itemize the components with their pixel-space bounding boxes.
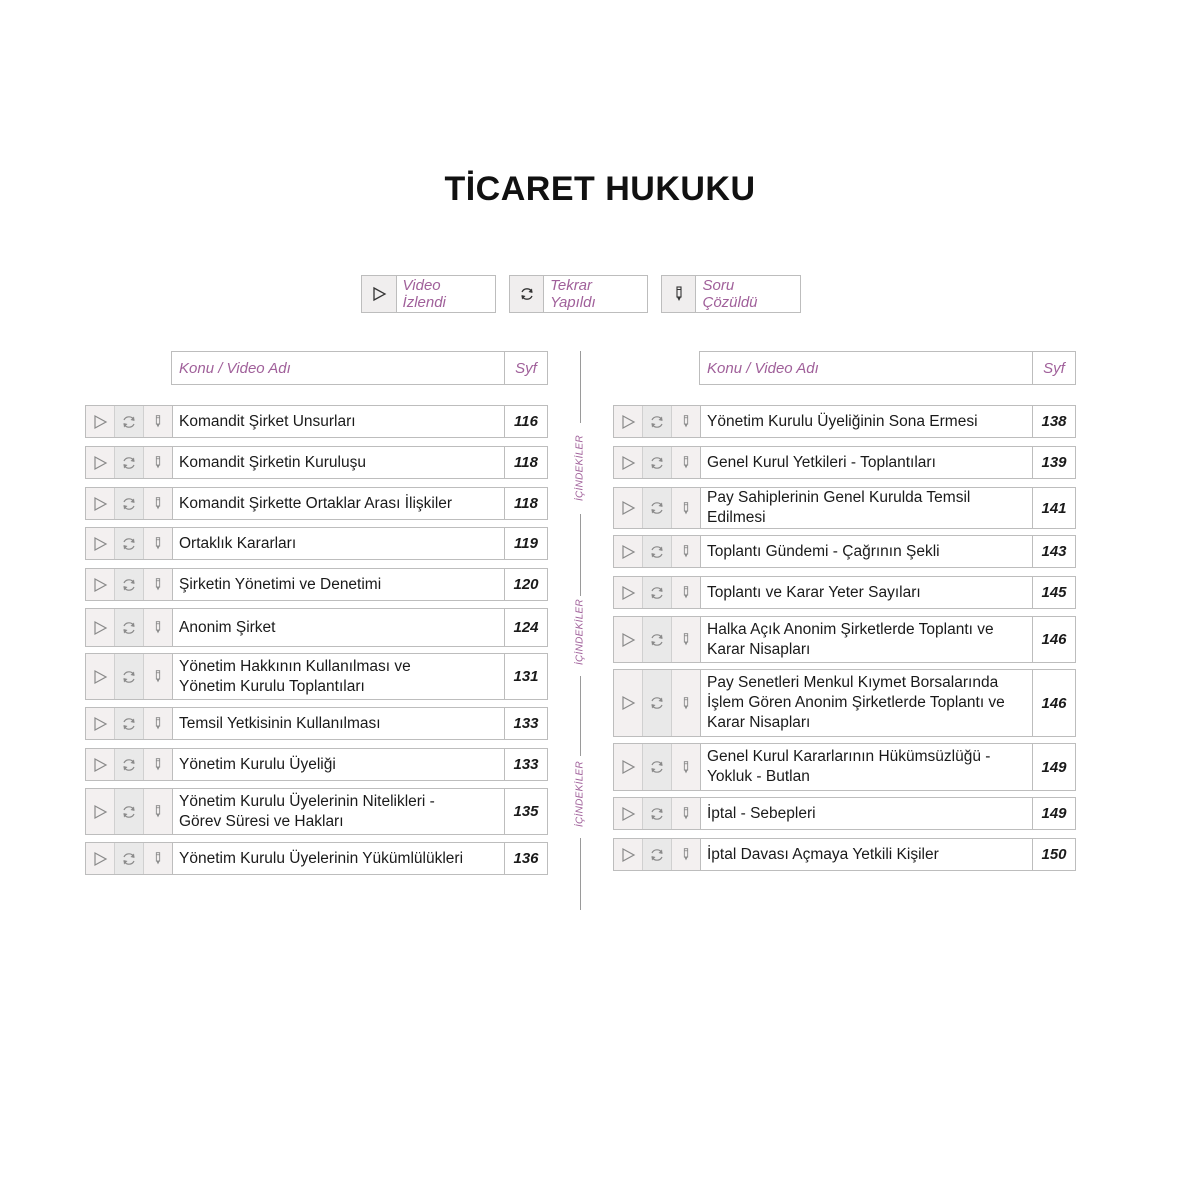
page-number: 138 [1041, 413, 1067, 430]
topic-title-text: Toplantı Gündemi - Çağrının Şekli [707, 542, 940, 560]
page-number: 149 [1041, 758, 1067, 776]
toc-row [85, 405, 548, 438]
page-number: 118 [514, 495, 538, 512]
video-checkbox-play-icon[interactable] [614, 536, 643, 567]
solved-checkbox-pencil-icon[interactable] [144, 447, 173, 478]
video-checkbox-play-icon[interactable] [86, 749, 115, 780]
page-number: 135 [513, 803, 539, 820]
topic-title [701, 798, 1033, 829]
topic-title-text: Yönetim Kurulu Üyeliği [179, 755, 336, 773]
solved-checkbox-pencil-icon[interactable] [672, 839, 701, 870]
legend-solved [661, 275, 801, 313]
topic-title [701, 839, 1033, 870]
topic-title [173, 843, 505, 874]
video-checkbox-play-icon[interactable] [614, 577, 643, 608]
topic-title [701, 617, 1033, 662]
repeat-checkbox-refresh-icon[interactable] [115, 708, 144, 739]
topic-title-text: Genel Kurul Yetkileri - Toplantıları [707, 453, 936, 471]
repeat-checkbox-refresh-icon[interactable] [115, 406, 144, 437]
topic-title [173, 609, 505, 646]
topic-title [701, 536, 1033, 567]
toc-row [613, 838, 1076, 871]
toc-row [613, 669, 1076, 737]
repeat-checkbox-refresh-icon[interactable] [115, 789, 144, 834]
solved-checkbox-pencil-icon[interactable] [144, 528, 173, 559]
video-checkbox-play-icon[interactable] [614, 839, 643, 870]
repeat-checkbox-refresh-icon[interactable] [115, 569, 144, 600]
topic-title [701, 406, 1033, 437]
repeat-checkbox-refresh-icon[interactable] [115, 749, 144, 780]
topic-title-text: Pay Sahiplerinin Genel Kurulda Temsil Edilmesi [707, 489, 971, 526]
topic-title-text: Yönetim Kurulu Üyelerinin Yükümlülükleri [179, 849, 464, 867]
topic-title [173, 654, 505, 699]
page-number: 149 [1041, 805, 1067, 822]
page-number: 116 [514, 413, 538, 430]
solved-checkbox-pencil-icon[interactable] [672, 406, 701, 437]
solved-checkbox-pencil-icon[interactable] [144, 843, 173, 874]
solved-checkbox-pencil-icon[interactable] [672, 744, 701, 790]
repeat-checkbox-refresh-icon[interactable] [643, 447, 672, 478]
topic-title-text: Komandit Şirket Unsurları [179, 412, 356, 430]
toc-row [613, 535, 1076, 568]
topic-title [701, 488, 1033, 528]
topic-title [701, 670, 1033, 736]
legend-label: Video İzlendi [402, 277, 446, 311]
divider-line [580, 351, 581, 423]
solved-checkbox-pencil-icon[interactable] [672, 617, 701, 662]
repeat-checkbox-refresh-icon[interactable] [643, 488, 672, 528]
legend-video [361, 275, 496, 313]
toc-row [613, 446, 1076, 479]
topic-title [701, 744, 1033, 790]
header-topic: Konu / Video Adı [172, 352, 505, 384]
refresh-icon [510, 276, 544, 312]
topic-title [173, 569, 505, 600]
toc-row [85, 653, 548, 700]
video-checkbox-play-icon[interactable] [86, 609, 115, 646]
topic-title-text: Genel Kurul Kararlarının Hükümsüzlüğü - Yokluk - Butlan [707, 748, 991, 785]
page-number: 136 [513, 850, 539, 867]
topic-title-text: Komandit Şirketin Kuruluşu [179, 453, 366, 471]
solved-checkbox-pencil-icon[interactable] [144, 488, 173, 519]
repeat-checkbox-refresh-icon[interactable] [115, 528, 144, 559]
solved-checkbox-pencil-icon[interactable] [144, 789, 173, 834]
repeat-checkbox-refresh-icon[interactable] [115, 843, 144, 874]
video-checkbox-play-icon[interactable] [86, 488, 115, 519]
solved-checkbox-pencil-icon[interactable] [672, 577, 701, 608]
right-header [699, 351, 1076, 385]
repeat-checkbox-refresh-icon[interactable] [643, 744, 672, 790]
divider-line [580, 838, 581, 910]
video-checkbox-play-icon[interactable] [614, 744, 643, 790]
page-number: 133 [513, 756, 539, 773]
solved-checkbox-pencil-icon[interactable] [144, 708, 173, 739]
solved-checkbox-pencil-icon[interactable] [144, 569, 173, 600]
toc-row [613, 797, 1076, 830]
toc-row [85, 527, 548, 560]
repeat-checkbox-refresh-icon[interactable] [115, 654, 144, 699]
toc-row [85, 568, 548, 601]
topic-title [173, 749, 505, 780]
video-checkbox-play-icon[interactable] [614, 670, 643, 736]
topic-title [701, 577, 1033, 608]
pencil-icon [662, 276, 696, 312]
topic-title [173, 447, 505, 478]
solved-checkbox-pencil-icon[interactable] [672, 488, 701, 528]
video-checkbox-play-icon[interactable] [86, 569, 115, 600]
video-checkbox-play-icon[interactable] [86, 406, 115, 437]
page-number: 119 [514, 535, 538, 552]
toc-row [613, 487, 1076, 529]
topic-title [173, 789, 505, 834]
video-checkbox-play-icon[interactable] [614, 488, 643, 528]
topic-title [173, 406, 505, 437]
toc-row [85, 748, 548, 781]
video-checkbox-play-icon[interactable] [614, 617, 643, 662]
topic-title-text: Anonim Şirket [179, 618, 276, 636]
toc-row [85, 788, 548, 835]
page-number: 145 [1041, 584, 1067, 601]
solved-checkbox-pencil-icon[interactable] [672, 447, 701, 478]
page-number: 131 [513, 668, 539, 685]
topic-title-text: Komandit Şirkette Ortaklar Arası İlişkiler [179, 494, 453, 512]
solved-checkbox-pencil-icon[interactable] [672, 670, 701, 736]
topic-title-text: Temsil Yetkisinin Kullanılması [179, 714, 381, 732]
divider-label: İÇİNDEKİLER [574, 760, 586, 828]
toc-row [613, 743, 1076, 791]
legend-label: Tekrar Yapıldı [550, 277, 596, 311]
page-title: TİCARET HUKUKU [444, 170, 756, 208]
header-topic: Konu / Video Adı [700, 352, 1033, 384]
video-checkbox-play-icon[interactable] [86, 654, 115, 699]
header-page: Syf [515, 359, 537, 377]
topic-title [701, 447, 1033, 478]
divider-label: İÇİNDEKİLER [574, 434, 586, 502]
divider-label: İÇİNDEKİLER [574, 598, 586, 666]
toc-row [85, 446, 548, 479]
topic-title-text: Toplantı ve Karar Yeter Sayıları [707, 583, 921, 601]
solved-checkbox-pencil-icon[interactable] [672, 536, 701, 567]
topic-title-text: Ortaklık Kararları [179, 534, 297, 552]
video-checkbox-play-icon[interactable] [614, 798, 643, 829]
topic-title-text: İptal - Sebepleri [707, 804, 816, 822]
repeat-checkbox-refresh-icon[interactable] [115, 609, 144, 646]
page-number: 139 [1041, 454, 1067, 471]
divider-line [580, 676, 581, 756]
page-number: 118 [514, 454, 538, 471]
video-checkbox-play-icon[interactable] [86, 843, 115, 874]
repeat-checkbox-refresh-icon[interactable] [115, 488, 144, 519]
left-header [171, 351, 548, 385]
video-checkbox-play-icon[interactable] [614, 406, 643, 437]
toc-row [613, 405, 1076, 438]
repeat-checkbox-refresh-icon[interactable] [643, 536, 672, 567]
page-number: 150 [1041, 846, 1067, 863]
page-number: 146 [1041, 694, 1067, 712]
legend-repeat [509, 275, 648, 313]
solved-checkbox-pencil-icon[interactable] [144, 609, 173, 646]
topic-title-text: Yönetim Kurulu Üyeliğinin Sona Ermesi [707, 412, 978, 430]
toc-row [85, 707, 548, 740]
page-number: 141 [1041, 499, 1067, 517]
play-icon [362, 276, 397, 312]
topic-title-text: Yönetim Hakkının Kullanılması ve Yönetim Kurulu Toplantıları [179, 657, 411, 695]
divider-line [580, 514, 581, 596]
solved-checkbox-pencil-icon[interactable] [144, 406, 173, 437]
topic-title [173, 708, 505, 739]
topic-title-text: Şirketin Yönetimi ve Denetimi [179, 575, 382, 593]
page-number: 133 [513, 715, 539, 732]
video-checkbox-play-icon[interactable] [86, 708, 115, 739]
topic-title [173, 488, 505, 519]
topic-title [173, 528, 505, 559]
topic-title-text: Yönetim Kurulu Üyelerinin Nitelikleri - Görev Süresi ve Hakları [179, 792, 435, 830]
toc-row [85, 487, 548, 520]
topic-title-text: Pay Senetleri Menkul Kıymet Borsalarında İşlem Gören Anonim Şirketlerde Toplantı ve Karar Nisapları [707, 674, 1005, 731]
repeat-checkbox-refresh-icon[interactable] [643, 617, 672, 662]
page-number: 143 [1041, 543, 1067, 560]
repeat-checkbox-refresh-icon[interactable] [643, 839, 672, 870]
repeat-checkbox-refresh-icon[interactable] [643, 577, 672, 608]
video-checkbox-play-icon[interactable] [614, 447, 643, 478]
topic-title-text: İptal Davası Açmaya Yetkili Kişiler [707, 845, 939, 863]
solved-checkbox-pencil-icon[interactable] [144, 749, 173, 780]
video-checkbox-play-icon[interactable] [86, 447, 115, 478]
toc-row [85, 608, 548, 647]
header-page: Syf [1043, 359, 1065, 377]
repeat-checkbox-refresh-icon[interactable] [643, 406, 672, 437]
repeat-checkbox-refresh-icon[interactable] [643, 798, 672, 829]
toc-row [85, 842, 548, 875]
solved-checkbox-pencil-icon[interactable] [144, 654, 173, 699]
video-checkbox-play-icon[interactable] [86, 528, 115, 559]
repeat-checkbox-refresh-icon[interactable] [643, 670, 672, 736]
toc-row [613, 616, 1076, 663]
legend-label: Soru Çözüldü [702, 277, 758, 311]
solved-checkbox-pencil-icon[interactable] [672, 798, 701, 829]
repeat-checkbox-refresh-icon[interactable] [115, 447, 144, 478]
topic-title-text: Halka Açık Anonim Şirketlerde Toplantı ve Karar Nisapları [707, 620, 994, 658]
page-number: 120 [513, 576, 539, 593]
toc-row [613, 576, 1076, 609]
page-number: 124 [513, 619, 539, 636]
video-checkbox-play-icon[interactable] [86, 789, 115, 834]
page-number: 146 [1041, 631, 1067, 648]
